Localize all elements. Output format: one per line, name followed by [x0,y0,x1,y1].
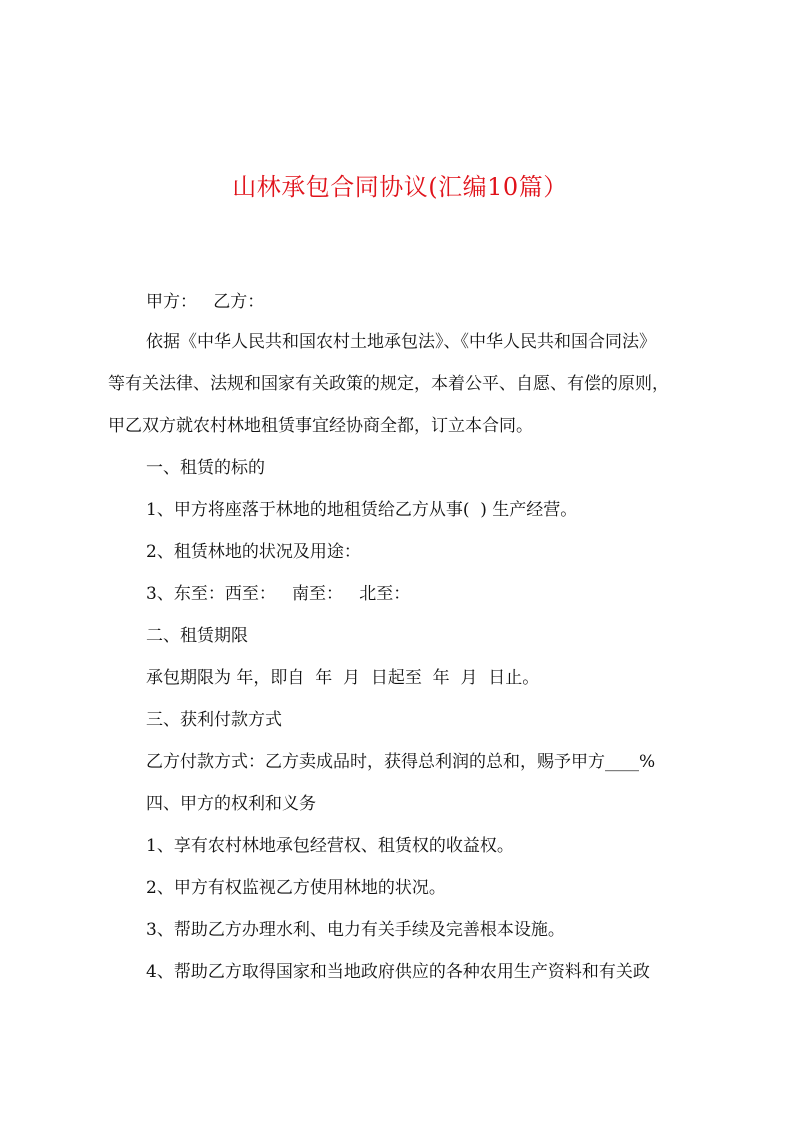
section-heading: 一、租赁的标的 [146,458,265,478]
clause-line: 3、帮助乙方办理水利、电力有关手续及完善根本设施。 [146,920,565,940]
paragraph-line: 甲乙双方就农村林地租赁事宜经协商全都，订立本合同。 [108,416,533,436]
clause-line: 承包期限为 年，即自 年 月 日起至 年 月 日止。 [146,668,540,688]
section-heading: 二、租赁期限 [146,626,248,646]
section-heading: 三、获利付款方式 [146,710,282,730]
section-heading: 四、甲方的权利和义务 [146,794,316,814]
paragraph-line: 依据《中华人民共和国农村土地承包法》、《中华人民共和国合同法》 [146,332,656,352]
clause-line: 3、东至：西至： 南至： 北至： [146,584,411,604]
parties-line: 甲方： 乙方： [146,292,265,312]
clause-line: 2、甲方有权监视乙方使用林地的状况。 [146,878,446,898]
paragraph-line: 等有关法律、法规和国家有关政策的规定，本着公平、自愿、有偿的原则， [108,374,669,394]
clause-line: 乙方付款方式：乙方卖成品时，获得总利润的总和，赐予甲方____% [146,752,656,772]
clause-line: 4、帮助乙方取得国家和当地政府供应的各种农用生产资料和有关政 [146,962,650,982]
document-title: 山林承包合同协议(汇编10篇） [232,173,568,201]
clause-line: 2、租赁林地的状况及用途： [146,542,361,562]
clause-line: 1、享有农村林地承包经营权、租赁权的收益权。 [146,836,514,856]
clause-line: 1、甲方将座落于林地的地租赁给乙方从事( ) 生产经营。 [146,500,578,520]
